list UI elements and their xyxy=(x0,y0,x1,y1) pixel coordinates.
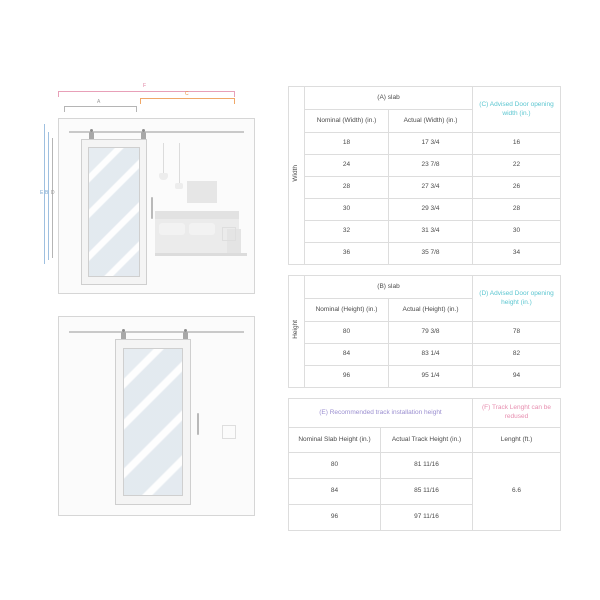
table-subheader-row xyxy=(289,428,561,453)
width-table xyxy=(288,86,561,265)
room-wall-art xyxy=(187,181,217,203)
width-side-caption: Width xyxy=(289,87,305,265)
col-actual-width: Actual (Width) (in.) xyxy=(389,110,473,133)
scene-closed-door xyxy=(58,316,255,516)
table-row xyxy=(289,155,561,177)
dim-line-f xyxy=(58,91,234,92)
cell: 80 xyxy=(305,322,389,344)
room-headboard-top xyxy=(155,211,239,219)
dimension-callouts-left xyxy=(40,118,60,294)
table-header-row xyxy=(289,87,561,110)
cell: 79 3/8 xyxy=(389,322,473,344)
header-b-slab: (B) slab xyxy=(305,276,473,299)
door-slab-closed xyxy=(115,339,191,505)
dim-line-a xyxy=(64,106,136,107)
table-row xyxy=(289,344,561,366)
cell: 27 3/4 xyxy=(389,177,473,199)
door-illustrations xyxy=(40,70,270,540)
cell: 95 1/4 xyxy=(389,366,473,388)
height-side-caption: Height xyxy=(289,276,305,388)
cell-merged-length: 6.6 xyxy=(473,453,561,531)
table-row xyxy=(289,453,561,479)
cell: 23 7/8 xyxy=(389,155,473,177)
table-row xyxy=(289,177,561,199)
height-table xyxy=(288,275,561,388)
cell: 84 xyxy=(305,344,389,366)
col-nominal-height: Nominal (Height) (in.) xyxy=(305,299,389,322)
cell: 17 3/4 xyxy=(389,133,473,155)
cell: 94 xyxy=(473,366,561,388)
table-row xyxy=(289,133,561,155)
cell: 18 xyxy=(305,133,389,155)
table-row xyxy=(289,322,561,344)
header-d-advised-height: (D) Advised Door opening height (in.) xyxy=(473,276,561,322)
table-row xyxy=(289,221,561,243)
col-actual-track-height: Actual Track Height (in.) xyxy=(381,428,473,453)
dim-label-f: F xyxy=(143,83,147,89)
dim-line-b xyxy=(48,132,49,260)
header-a-slab: (A) slab xyxy=(305,87,473,110)
room-pendant-cord xyxy=(163,143,164,173)
door-handle xyxy=(151,197,153,219)
room-small-frame xyxy=(222,227,236,241)
header-c-advised-width: (C) Advised Door opening width (in.) xyxy=(473,87,561,133)
cell: 28 xyxy=(473,199,561,221)
dim-tick-c-left xyxy=(140,98,141,104)
cell: 80 xyxy=(289,453,381,479)
dim-label-b: B xyxy=(45,190,49,196)
door-glass-panel-closed xyxy=(123,348,183,496)
cell: 35 7/8 xyxy=(389,243,473,265)
col-actual-height: Actual (Height) (in.) xyxy=(389,299,473,322)
track-rail-top xyxy=(69,131,244,133)
dim-label-c: C xyxy=(185,91,189,97)
dim-tick-a-left xyxy=(64,106,65,112)
dim-line-d xyxy=(52,138,53,258)
cell: 78 xyxy=(473,322,561,344)
door-slab-open xyxy=(81,139,147,285)
dim-label-a: A xyxy=(97,99,101,105)
room-pendant-cord-2 xyxy=(179,143,180,183)
dim-tick-f-left xyxy=(58,91,59,97)
cell: 22 xyxy=(473,155,561,177)
dim-tick-a-right xyxy=(136,106,137,112)
col-nominal-slab-height: Nominal Slab Height (in.) xyxy=(289,428,381,453)
room-pillow-left xyxy=(159,223,185,235)
table-header-row xyxy=(289,276,561,299)
cell: 29 3/4 xyxy=(389,199,473,221)
col-length-ft: Lenght (ft.) xyxy=(473,428,561,453)
cell: 81 11/16 xyxy=(381,453,473,479)
cell: 32 xyxy=(305,221,389,243)
scene-open-door xyxy=(58,118,255,294)
cell: 30 xyxy=(473,221,561,243)
room-pillow-right xyxy=(189,223,215,235)
room-floor-line xyxy=(155,253,247,256)
cell: 26 xyxy=(473,177,561,199)
cell: 31 3/4 xyxy=(389,221,473,243)
cell: 82 xyxy=(473,344,561,366)
cell: 97 11/16 xyxy=(381,505,473,531)
table-row xyxy=(289,243,561,265)
cell: 16 xyxy=(473,133,561,155)
room-pendant-lamp-2 xyxy=(175,183,183,189)
dim-label-e: E xyxy=(40,190,44,196)
cell: 96 xyxy=(305,366,389,388)
table-row xyxy=(289,366,561,388)
cell: 24 xyxy=(305,155,389,177)
room-pendant-lamp xyxy=(159,173,168,180)
cell: 84 xyxy=(289,479,381,505)
cell: 30 xyxy=(305,199,389,221)
door-glass-panel xyxy=(88,147,140,277)
dim-tick-c-right xyxy=(234,98,235,104)
room-small-frame-closed xyxy=(222,425,236,439)
cell: 83 1/4 xyxy=(389,344,473,366)
cell: 36 xyxy=(305,243,389,265)
dim-label-d: D xyxy=(51,190,55,196)
col-nominal-width: Nominal (Width) (in.) xyxy=(305,110,389,133)
table-row xyxy=(289,199,561,221)
cell: 85 11/16 xyxy=(381,479,473,505)
header-e-track-height: (E) Recommended track installation height xyxy=(289,399,473,428)
table-header-row xyxy=(289,399,561,428)
door-handle-closed xyxy=(197,413,199,435)
cell: 28 xyxy=(305,177,389,199)
header-f-track-length: (F) Track Lenght can be redused xyxy=(473,399,561,428)
dim-tick-f-right xyxy=(234,91,235,97)
cell: 96 xyxy=(289,505,381,531)
dim-line-c xyxy=(140,98,234,99)
track-table xyxy=(288,398,561,531)
track-rail-bottom xyxy=(69,331,244,333)
cell: 34 xyxy=(473,243,561,265)
